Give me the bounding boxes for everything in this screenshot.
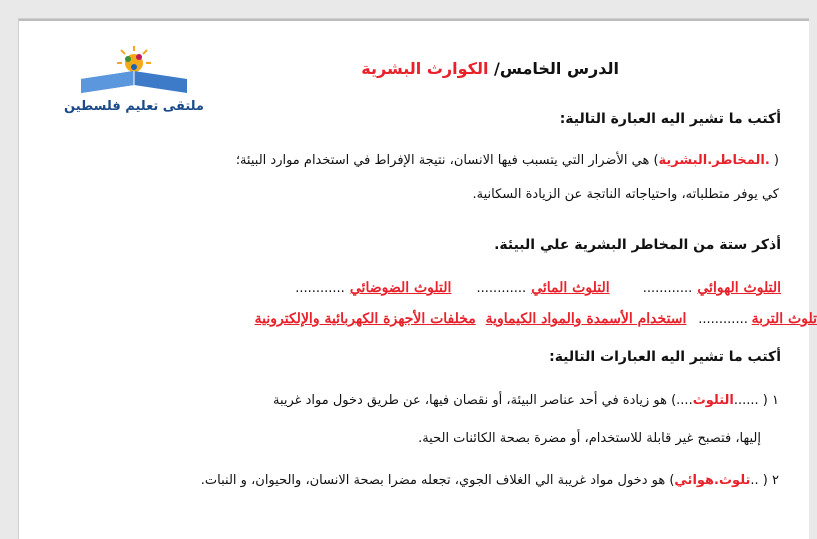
answer-item: التلوث الهوائي [697,280,781,296]
logo [59,37,209,123]
book-logo-icon [59,37,209,101]
answer-item: التلوث الضوضائي [349,280,452,296]
definition-answer: .المخاطر.البشرية [658,153,770,168]
page-top-border [19,19,809,21]
lesson-prefix: الدرس الخامس/ [488,59,619,78]
question-2-line: ٢ ( ..تلوث.هوائي) هو دخول مواد غريبة الي الغلاف الجوي، تجعله مضرا بصحة الانسان، والحيوان، و النبات. [200,473,779,488]
section2-heading: أذكر ستة من المخاطر البشرية علي البيئة. [494,237,781,253]
answer-item: استخدام الأسمدة والمواد الكيماوية [485,311,687,327]
question-1-line-2: إليها، فتصبح غير قابلة للاستخدام، أو مضرة بصحة الكائنات الحية. [418,431,761,446]
definition-line-1: ( .المخاطر.البشرية) هي الأضرار التي يتسبب فيها الانسان، نتيجة الإفراط في استخدام موارد البيئة؛ [235,153,779,168]
definition-line-2: كي يوفر متطلباته، واحتياجاته الناتجة عن الزيادة السكانية. [472,187,779,202]
definition-text: ) هي الأضرار التي يتسبب فيها الانسان، نتيجة الإفراط في استخدام موارد البيئة؛ [235,153,659,168]
section3-heading: أكتب ما تشير اليه العبارات التالية: [549,349,781,365]
section1-heading: أكتب ما تشير اليه العبارة التالية: [559,111,781,127]
answer-item: تلوث التربة [751,311,817,327]
answers-row-2: تلوث التربة ............ استخدام الأسمدة والمواد الكيماوية مخلفات الأجهزة الكهربائية والإلكترونية [254,311,817,327]
answers-row-1: التلوث الهوائي ............ التلوث المائي ............ التلوث الضوضائي ............ [295,280,781,296]
answer-item: التلوث المائي [531,280,610,296]
worksheet-page [18,18,817,539]
question-1-answer: التلوث [692,393,734,408]
question-2-answer: تلوث.هوائي [674,473,751,488]
question-1-line-1: ١ ( ......التلوث....) هو زيادة في أحد عناصر البيئة، أو نقصان فيها، عن طريق دخول مواد غريبة [273,393,779,408]
logo-caption: ملتقى تعليم فلسطين [64,99,204,114]
lesson-title [361,59,619,78]
lesson-name: الكوارث البشرية [361,59,489,78]
answer-item: مخلفات الأجهزة الكهربائية والإلكترونية [254,311,476,327]
